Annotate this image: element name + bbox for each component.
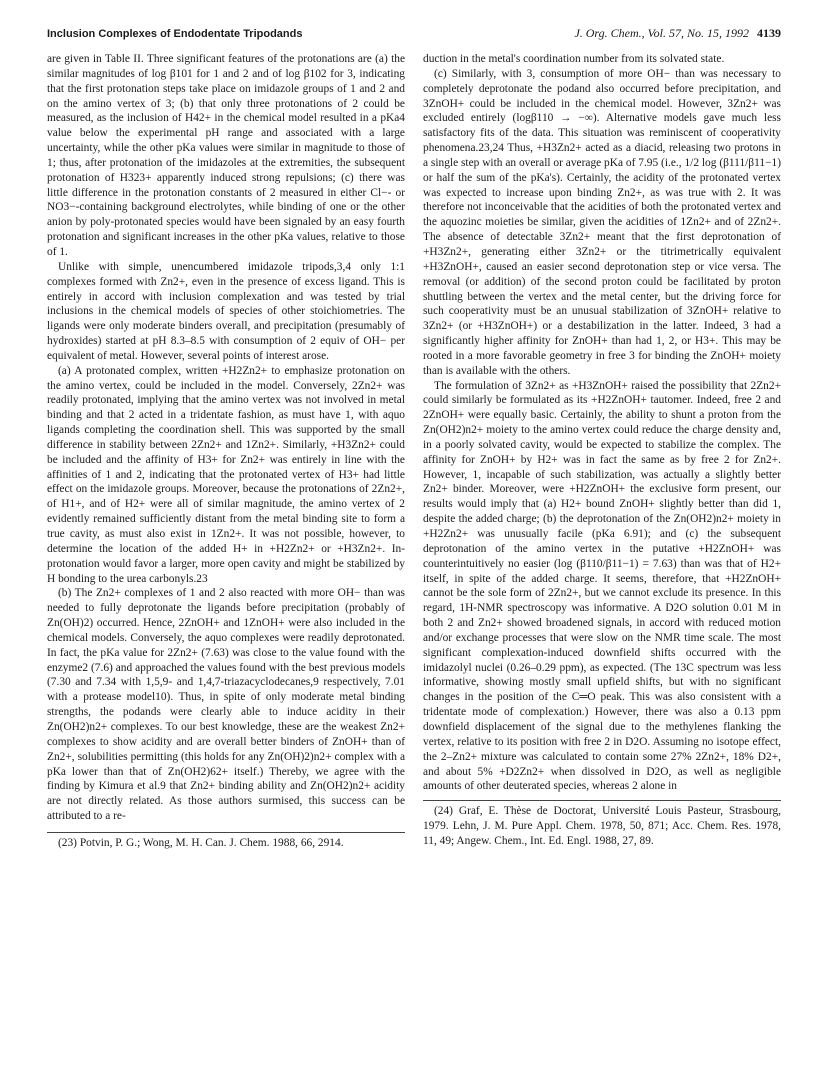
right-column [423, 52, 781, 851]
paragraph-hydroxide-reaction: (b) The Zn2+ complexes of 1 and 2 also reacted with more OH− than was needed to fully deprotonate the ligands before precipitation (probably of Zn(OH)2) occurred. Hence, 2ZnOH+ and 1ZnOH+ were also included in the chemical models. Conversely, the aquo complexes were readily deprotonated. In fact, the pKa value for 2Zn2+ (7.63) was close to the value found with the enzyme2 (7.6) and approached the values found with the best previous models (7.30 and 7.34 with 1,5,9- and 1,4,7-triazacyclodecanes,9 respectively, 7.01 with a protease model10). Thus, in spite of only moderate metal binding strengths, the podands were clearly able to induce acidity in their Zn(OH2)n2+ complexes. To our best knowledge, these are the weakest Zn2+ complexes to show acidity and are overall better binders of ZnOH+ than of Zn2+, solubilities permitting (this holds for any Zn(OH)2)n2+ complex with a pKa lower than that of Zn(OH2)62+ itself.) Thereby, we agree with the finding by Kimura et al.9 that Zn2+ binding ability and Zn(OH2)n2+ acidity are not directly related. As those authors surmised, this success can be attributed to a re- [47, 587, 405, 823]
journal-citation [574, 26, 781, 41]
footnotes-right [423, 800, 781, 849]
left-column [47, 52, 405, 851]
journal-name: J. Org. Chem., Vol. 57, No. 15, 1992 [574, 26, 749, 40]
paragraph-tautomer-nmr: The formulation of 3Zn2+ as +H3ZnOH+ raised the possibility that 2Zn2+ could similarly be formulated as its +H2ZnOH+ tautomer. Indeed, free 2 and 2ZnOH+ were equally basic. Certainly, the ability to shunt a proton from the Zn(OH2)n2+ moiety to the amino vertex could reduce the charge density and, in a poorly solvated cavity, would be expected to stabilize the complex. The affinity for ZnOH+ by H2+ was in fact the same as by free 2 for Zn2+. However, 1, incapable of such stabilization, was actually a slightly better Zn2+ binder. Moreover, were +H2ZnOH+ the exclusive form present, our results would imply that (a) H2+ bound ZnOH+ slightly better than did 1, despite the added charge; (b) the deprotonation of the Zn(OH2)n2+ moiety in +H2Zn2+ was unusually facile (pKa 6.91); and (c) the subsequent deprotonation of the amino vertex in the putative +H2ZnOH+ was counterintuitively no easier (log (β110/β11−1) = 7.63) than was that of H2+ itself, in spite of the added charge. It seems, therefore, that +H2ZnOH+ cannot be the sole form of 2Zn2+, but we cannot exclude its presence. In this regard, 1H-NMR spectroscopy was informative. A D2O solution 0.01 M in both 2 and Zn2+ showed broadened signals, in accord with reduced motion and/or exchange processes that were slow on the NMR time scale. The most significant complexation-induced downfield shifts occurred with the imidazolyl nuclei (0.26–0.29 ppm), as expected. (The 13C spectrum was less informative, showing mostly small upfield shifts, but with no significant changes in the position of the C═O peak. This was also consistent with a tridentate mode of complexation.) However, there was also a 0.13 ppm downfield displacement of the signal due to the methylenes flanking the vertex, relative to its position with free 2 in D2O. Assuming no isotope effect, the 2–Zn2+ mixture was calculated to contain some 27% 2Zn2+, 18% D2+, and about 5% +D2Zn2+ when dissolved in D2O, as well as negligible amounts of other deuterated species, whereas 2 alone in [423, 379, 781, 793]
paragraph-protonated-complex: (a) A protonated complex, written +H2Zn2+ to emphasize protonation on the amino vertex, could be included in the model. Conversely, 2Zn2+ was readily protonated, implying that the amino vertex was not involved in metal binding and that 2 acted in a tridentate fashion, as must have 1, with aquo ligands completing the coordination shell. This was supported by the small difference in stability between 2Zn2+ and 1Zn2+. Similarly, +H3Zn2+ could be included and the affinity of H3+ for Zn2+ was entirely in line with the affinities of 1 and 2, indicating that the protonated vertex of H3+ had little effect on the imidazole groups. Moreover, because the protonations of 2Zn2+, of H1+, and of H2+ were all of similar magnitude, the amino vertex of 2 evidently remained sufficiently distant from the metal binding site to form a true cavity, as must also exist in 1Zn2+. It was not possible, however, to determine the location of the added H+ in +H2Zn2+ or +H3Zn2+. In-protonation would favor a larger, more open cavity and might be stabilized by H bonding to the urea carbonyls.23 [47, 364, 405, 585]
paragraph-protonation-features: are given in Table II. Three significant features of the protonations are (a) the similar magnitudes of log β101 for 1 and 2 and of log β102 for 3, indicating that the first protonation steps take place on imidazole groups of 1 and 2 and on the amino vertex of 3; (b) that only three protonations of 2 could be measured, as the inclusion of H42+ in the chemical model resulted in a pKa4 value below the experimental pH range and associated with a large uncertainty, while the other pKa values were similar in magnitude to those of 1; thus, after protonation of the imidazoles at the extremities, the subsequent protonation of H323+ apparently induced strong repulsions; (c) there was little difference in the protonation constants of 2 measured in either Cl−- or NO3−-containing background electrolytes, while binding of one or the other anion by poly-protonated species would have been signaled by an easy fourth protonation and significant increases in the other pKa values, relative to those of 1. [47, 53, 405, 258]
footnote-23: (23) Potvin, P. G.; Wong, M. H. Can. J. Chem. 1988, 66, 2914. [58, 836, 344, 849]
paragraph-zinc-complexes: Unlike with simple, unencumbered imidazole tripods,3,4 only 1:1 complexes formed with Zn2+, even in the presence of excess ligand. This is entirely in accord with inclusion complexation and was tested by trial inclusions in the chemical models of species of other stoichiometries. The ligands were only moderate binders overall, and precipitation (presumably of hydroxides) started at pH 8.3–8.5 with consumption of 2 equiv of OH− per equivalent of metal. However, several points of interest arose. [47, 260, 405, 362]
footnote-24: (24) Graf, E. Thèse de Doctorat, Université Louis Pasteur, Strasbourg, 1979. Lehn, J. M. Pure Appl. Chem. 1978, 50, 871; Acc. Chem. Res. 1978, 11, 49; Angew. Chem., Int. Ed. Engl. 1988, 27, 89. [423, 805, 781, 847]
page-number: 4139 [757, 26, 781, 40]
paragraph-cooperativity: (c) Similarly, with 3, consumption of more OH− than was necessary to completely deprotonate the podand also occurred before precipitation, and 3ZnOH+ could be included in the chemical model. However, 3Zn2+ was excluded entirely (logβ110 → −∞). Alternative models gave much less satisfactory fits of the data. This situation was reminiscent of cooperativity phenomena.23,24 Thus, +H3Zn2+ acted as a diacid, releasing two protons in a single step with an overall or average pKa of 7.95 (i.e., 1/2 log (β111/β11−1) or half the sum of the pKa's). Certainly, the acidity of the protonated vertex was expected to increase upon binding Zn2+, as was true with 2. It was therefore not inconceivable that the acidities of both the protonated vertex and the aquozinc moieties be similar, given the acidities of 1Zn2+ and of 2Zn2+. The absence of detectable 3Zn2+ meant that the first deprotonation of +H3Zn2+, generating either 3Zn2+ or the titrimetrically equivalent +H3ZnOH+, caused an easier second deprotonation step or vice versa. The removal (or addition) of the second proton could be facilitated by proton shuttling between the vertex and the metal center, but the driving force for such cooperativity must be an unusual stabilization of 3ZnOH+ relative to 3Zn2+ (or +H3ZnOH+) or a destabilization in the latter. Indeed, 3 had a significantly higher affinity for ZnOH+ than had 1, 2, or H3+. This may be rooted in a more favorable geometry in free 3 for binding the ZnOH+ moiety than is available with the others. [423, 67, 781, 377]
running-head: Inclusion Complexes of Endodentate Tripodands [47, 28, 303, 40]
page-header [47, 26, 781, 48]
paragraph-coordination-continuation: duction in the metal's coordination number from its solvated state. [423, 53, 725, 65]
body-columns [47, 52, 781, 851]
footnotes-left [47, 832, 405, 851]
